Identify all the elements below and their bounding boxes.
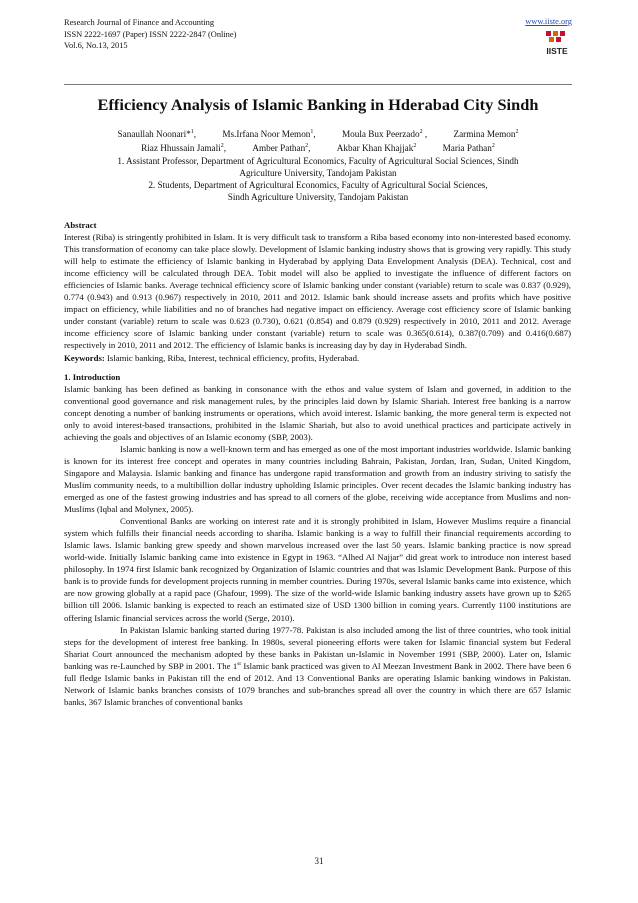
- keywords: [64, 352, 571, 364]
- paper-title: Efficiency Analysis of Islamic Banking in Hderabad City Sindh: [97, 95, 539, 114]
- journal-header: [64, 17, 236, 52]
- author: Maria Pathan$^2$: [442, 143, 495, 154]
- author: Amber Pathan$^2$,: [252, 143, 311, 154]
- abstract-heading: Abstract: [64, 220, 97, 230]
- paragraph: Islamic banking is now a well-known term and has emerged as one of the most important industries worldwide. Islamic banking is known for its interest free concept and operates in many countries including Bahrain, Pakistan, Jordan, Iran, Sudan, United Kingdom, Singapore and Malaysia. Islamic banking and finance has undergone rapid transformation and growth from an industry striving to satisfy the Muslim community needs, to a multibillion dollar industry upholding Islamic principles. Over recent decades the Islamic banking industry has emerged as one of the fastest growing industries and has spread to all corners of the globe, receiving wide acceptance from Muslims and non-Muslims (Iqbal and Molynex, 2005).: [64, 443, 571, 515]
- body-text: [64, 219, 571, 708]
- paragraph: Conventional Banks are working on interest rate and it is strongly prohibited in Islam, However Muslims require a financial system which fulfills their financial needs according to shariha. Islamic banking is a way to fulfill their financial requirements according to Islamic laws. Islamic banking grew speedy and shown marvelous increased over the last 50 years. Islamic banking practice is now spread world-wide. Initially Islamic banking came into existence in Egypt in 1963. “Alhed Al Najjar” did great work to introduce non interest based philosophy. In 1974 first Islamic bank recognized by Organization of Islamic countries and that was Islamic Development Bank. Purpose of this bank is to provide funds for development projects running in member countries. During 1970s, several Islamic banks came into existence, which are now growing globally at a rapid pace (Ghafour, 1999). The size of the world-wide Islamic banking industry assets have grown up to $265 billion till 2006. Islamic banking is expected to reach an estimated size of USD 1300 billion in coming years. Currently 1100 institutions are offering Islamic financial services across the world (Serge, 2010).: [64, 516, 571, 623]
- affiliation-line: 1. Assistant Professor, Department of Agricultural Economics, Faculty of Agricultural Social Sciences, Sindh: [117, 156, 519, 166]
- authors-line-1: [64, 126, 572, 141]
- keywords-list: Islamic banking, Riba, Interest, technical efficiency, profits, Hyderabad.: [104, 352, 360, 363]
- website-link[interactable]: www.iiste.org: [525, 17, 572, 26]
- author: Zarmina Memon$^2$: [453, 129, 519, 140]
- author: Sanaullah Noonari*$^1$,: [117, 129, 197, 140]
- affiliation-line: 2. Students, Department of Agricultural Economics, Faculty of Agricultural Social Sciences,: [148, 180, 488, 190]
- keywords-label: Keywords:: [64, 352, 105, 363]
- affiliations: [64, 155, 572, 203]
- logo-text: IISTE: [546, 46, 568, 56]
- affiliation-line: Agriculture University, Tandojam Pakistan: [239, 168, 397, 178]
- journal-volume: Vol.6, No.13, 2015: [64, 41, 128, 50]
- abstract-body: Interest (Riba) is stringently prohibited in Islam. It is very difficult task to transform a Riba based economy into non-interested based economy. This transformation of economy can take place slowly. Development of Islamic banking industry shows that is growing very rapidly. This study will help to estimate the efficiency of Islamic banking in Hyderabad by applying Data Envelopment Analysis (DEA). Technical, cost and income efficiency will be calculated through DEA. Tobit model will also be applied to investigate the influence of different factors on efficiencies of Islamic banks. Average technical efficiency score of Islamic banking under constant (variable) return to scale was 0.837 (0.929), 0.774 (0.943) and 0.913 (0.967) respectively in 2010, 2011 and 2012. Islamic bank should increase assets and profits which have positive impact on efficiency, while liabilities and no of branches had negative impact on efficiency. Average cost efficiency score of Islamic banking under constant (variable) return to scale was 0.623 (0.730), 0.621 (0.854) and 0.879 (0.929) respectively in 2010, 2011 and 2012. Average income efficiency score of Islamic banking under constant (variable) return to scale was 0.365(0.614), 0.387(0.709) and 0.416(0.687) respectively in 2010, 2011 and 2012. The efficiency of Islamic banks is increasing day by day in Hyderabad Sindh.: [64, 232, 571, 351]
- section-heading-introduction: 1. Introduction: [64, 371, 121, 382]
- authors-line-2: [64, 140, 572, 155]
- affiliation-line: Sindh Agriculture University, Tandojam Pakistan: [227, 192, 409, 202]
- paragraph: Islamic banking has been defined as banking in consonance with the ethos and value system of Islam and governed, in addition to the conventional good governance and risk management rules, by the principles laid down by Islamic Shariah. Interest free banking is a narrow concept denoting a number of banking instruments or operations, which avoid interest. Islamic banking, the more general term is expected not only to avoid interest-based transactions, prohibited in the Islamic Shariah, but also to avoid unethical practices and participate actively in achieving the goals and objectives of an Islamic economy (SBP, 2003).: [64, 383, 571, 442]
- author: Moula Bux Peerzado$^2$ ,: [341, 129, 428, 140]
- paragraph: In Pakistan Islamic banking started during 1977-78. Pakistan is also included among the list of three countries, who took initial steps for the development of interest free banking. In 1980s, several pioneering efforts were taken for Islamic financial system but Federal Shariat Court announced the mechanism adopted by these banks in Pakistan un-Islamic in November 1991 (SBP, 2000). Later on, Islamic banking was re-Launched by SBP in 2001. The 1st Islamic bank practiced was given to Al Meezan Investment Bank in 2002. There have been 6 full fledge Islamic banks in Pakistan till the end of 2012. And 13 Conventional Banks are operating Islamic banking windows in Pakistan. Network of Islamic banks branches consists of 1079 branches and sub-branches spread all over the country in which there are 657 Islamic banks, 367 Islamic branches of conventional banks: [64, 624, 571, 707]
- author: Akbar Khan Khajjak$^2$: [336, 143, 417, 154]
- header-rule: [64, 84, 572, 85]
- author: Ms.Irfana Noor Memon$^1$,: [222, 129, 316, 140]
- page-number: 31: [314, 856, 324, 866]
- journal-name: Research Journal of Finance and Accounting: [64, 18, 215, 27]
- iiste-logo-icon: [544, 31, 570, 57]
- author: Riaz Hhussain Jamali$^2$,: [141, 143, 227, 154]
- journal-issn: ISSN 2222-1697 (Paper) ISSN 2222-2847 (Online): [64, 29, 237, 39]
